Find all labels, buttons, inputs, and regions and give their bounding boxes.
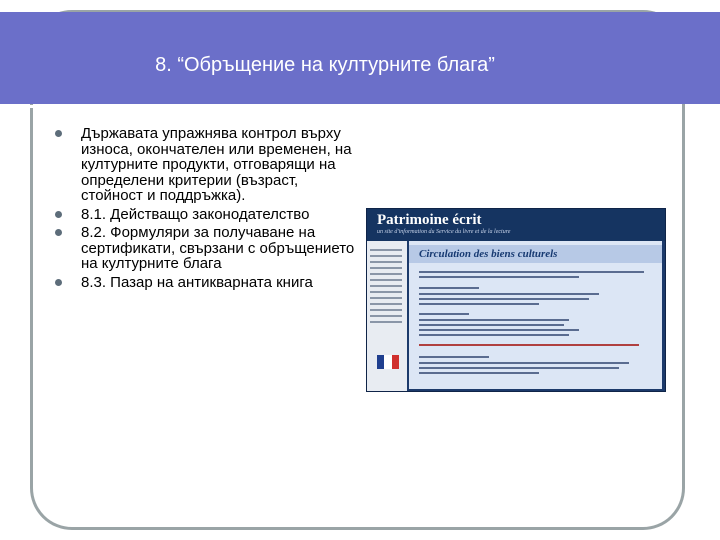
nav-item	[370, 255, 402, 257]
text-line	[419, 362, 629, 364]
text-line	[419, 334, 569, 336]
site-title: Patrimoine écrit	[377, 212, 482, 228]
bullet-text: Държавата упражнява контрол върху износа, окончателен или временен, на културните продукти, отговарящи на определени критерии (възраст, стойност и поддръжка).	[81, 125, 352, 204]
bullet-item	[55, 207, 355, 223]
text-line	[419, 329, 579, 331]
text-line	[419, 367, 619, 369]
text-line	[419, 344, 639, 346]
bullet-text: 8.2. Формуляри за получаване на сертификати, свързани с обръщението на културните блага	[81, 224, 355, 272]
section-title: Circulation des biens culturels	[419, 248, 558, 260]
text-line	[419, 372, 539, 374]
nav-item	[370, 309, 402, 311]
bullet-text: 8.1. Действащо законодателство	[81, 205, 310, 223]
slide-title: 8. “Обръщение на културните блага”	[155, 54, 495, 76]
nav-item	[370, 285, 402, 287]
nav-item	[370, 261, 402, 263]
text-line	[419, 356, 489, 358]
text-line	[419, 324, 564, 326]
text-line	[419, 298, 589, 300]
text-line	[419, 287, 479, 289]
bullet-list	[55, 126, 355, 293]
nav-item	[370, 315, 402, 317]
nav-item	[370, 321, 402, 323]
text-line	[419, 276, 579, 278]
bullet-icon	[55, 130, 62, 137]
text-line	[419, 313, 469, 315]
nav-item	[370, 297, 402, 299]
text-line	[419, 271, 644, 273]
bullet-item	[55, 225, 355, 272]
nav-item	[370, 267, 402, 269]
site-subtitle: un site d'information du Service du livre et de la lecture	[377, 229, 511, 235]
bullet-item	[55, 275, 355, 291]
title-bar	[0, 12, 720, 104]
nav-item	[370, 291, 402, 293]
website-screenshot	[366, 208, 666, 392]
bullet-text: 8.3. Пазар на антикварната книга	[81, 273, 313, 291]
site-content	[409, 241, 662, 389]
nav-item	[370, 249, 402, 251]
nav-item	[370, 273, 402, 275]
flag-icon	[377, 355, 399, 369]
site-nav	[367, 241, 407, 391]
site-header	[367, 209, 665, 241]
bullet-icon	[55, 229, 62, 236]
bullet-item	[55, 126, 355, 204]
text-line	[419, 303, 539, 305]
text-line	[419, 293, 599, 295]
nav-item	[370, 279, 402, 281]
content-banner	[409, 245, 662, 263]
title-underline	[30, 105, 635, 108]
text-line	[419, 319, 569, 321]
nav-item	[370, 303, 402, 305]
bullet-icon	[55, 211, 62, 218]
bullet-icon	[55, 279, 62, 286]
